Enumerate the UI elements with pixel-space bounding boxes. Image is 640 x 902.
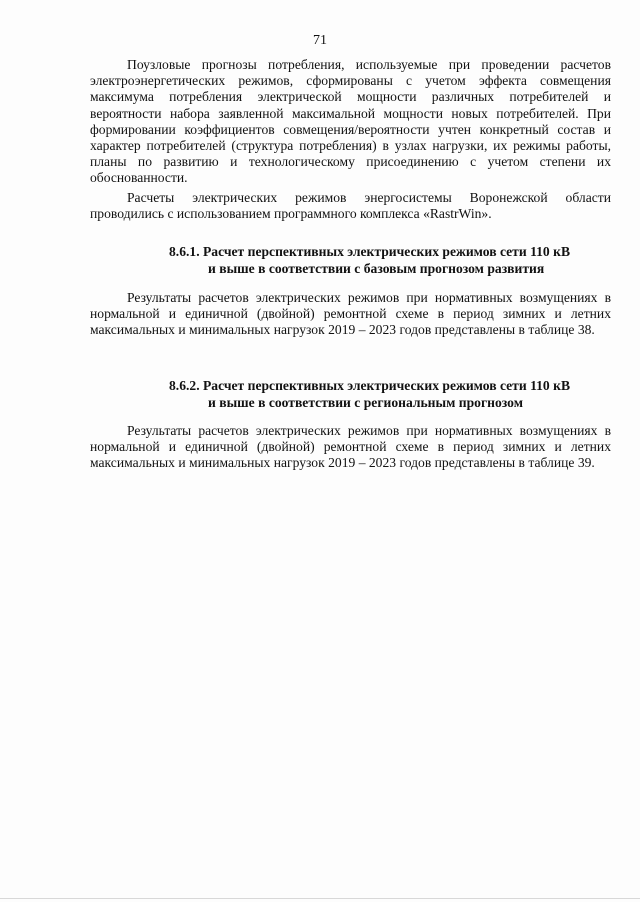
section-heading-line: и выше в соответствии с базовым прогнозом развития (208, 261, 545, 276)
paragraph-rastrwin: Расчеты электрических режимов энергосистемы Воронежской области проводились с использованием программного комплекса «RastrWin». (90, 190, 611, 222)
scan-edge-line (0, 898, 640, 899)
section-heading-8-6-2 (90, 377, 611, 411)
section-heading-8-6-1 (90, 243, 611, 277)
page-number: 71 (313, 33, 327, 48)
section-heading-line: и выше в соответствии с региональным прогнозом (208, 395, 523, 410)
section-heading-line: 8.6.2. Расчет перспективных электрических режимов сети 110 кВ (169, 378, 571, 393)
paragraph-forecast-method: Поузловые прогнозы потребления, используемые при проведении расчетов электроэнергетических режимов, сформированы с учетом эффекта совмещения максимума потребления электрической мощности различных потребителей и вероятности набора заявленной максимальной мощности новых потребителей. При формировании коэффициентов совмещения/вероятности учтен конкретный состав и характер потребителей (структура потребления) в узлах нагрузки, их режимы работы, планы по развитию и технологическому присоединению с учетом степени их обоснованности. (90, 57, 611, 186)
paragraph-results-table-38: Результаты расчетов электрических режимов при нормативных возмущениях в нормальной и единичной (двойной) ремонтной схеме в период зимних и летних максимальных и минимальных нагрузок 2019 – 2023 годов представлены в таблице 38. (90, 290, 611, 338)
paragraph-results-table-39: Результаты расчетов электрических режимов при нормативных возмущениях в нормальной и единичной (двойной) ремонтной схеме в период зимних и летних максимальных и минимальных нагрузок 2019 – 2023 годов представлены в таблице 39. (90, 423, 611, 471)
section-heading-line: 8.6.1. Расчет перспективных электрических режимов сети 110 кВ (169, 244, 571, 259)
